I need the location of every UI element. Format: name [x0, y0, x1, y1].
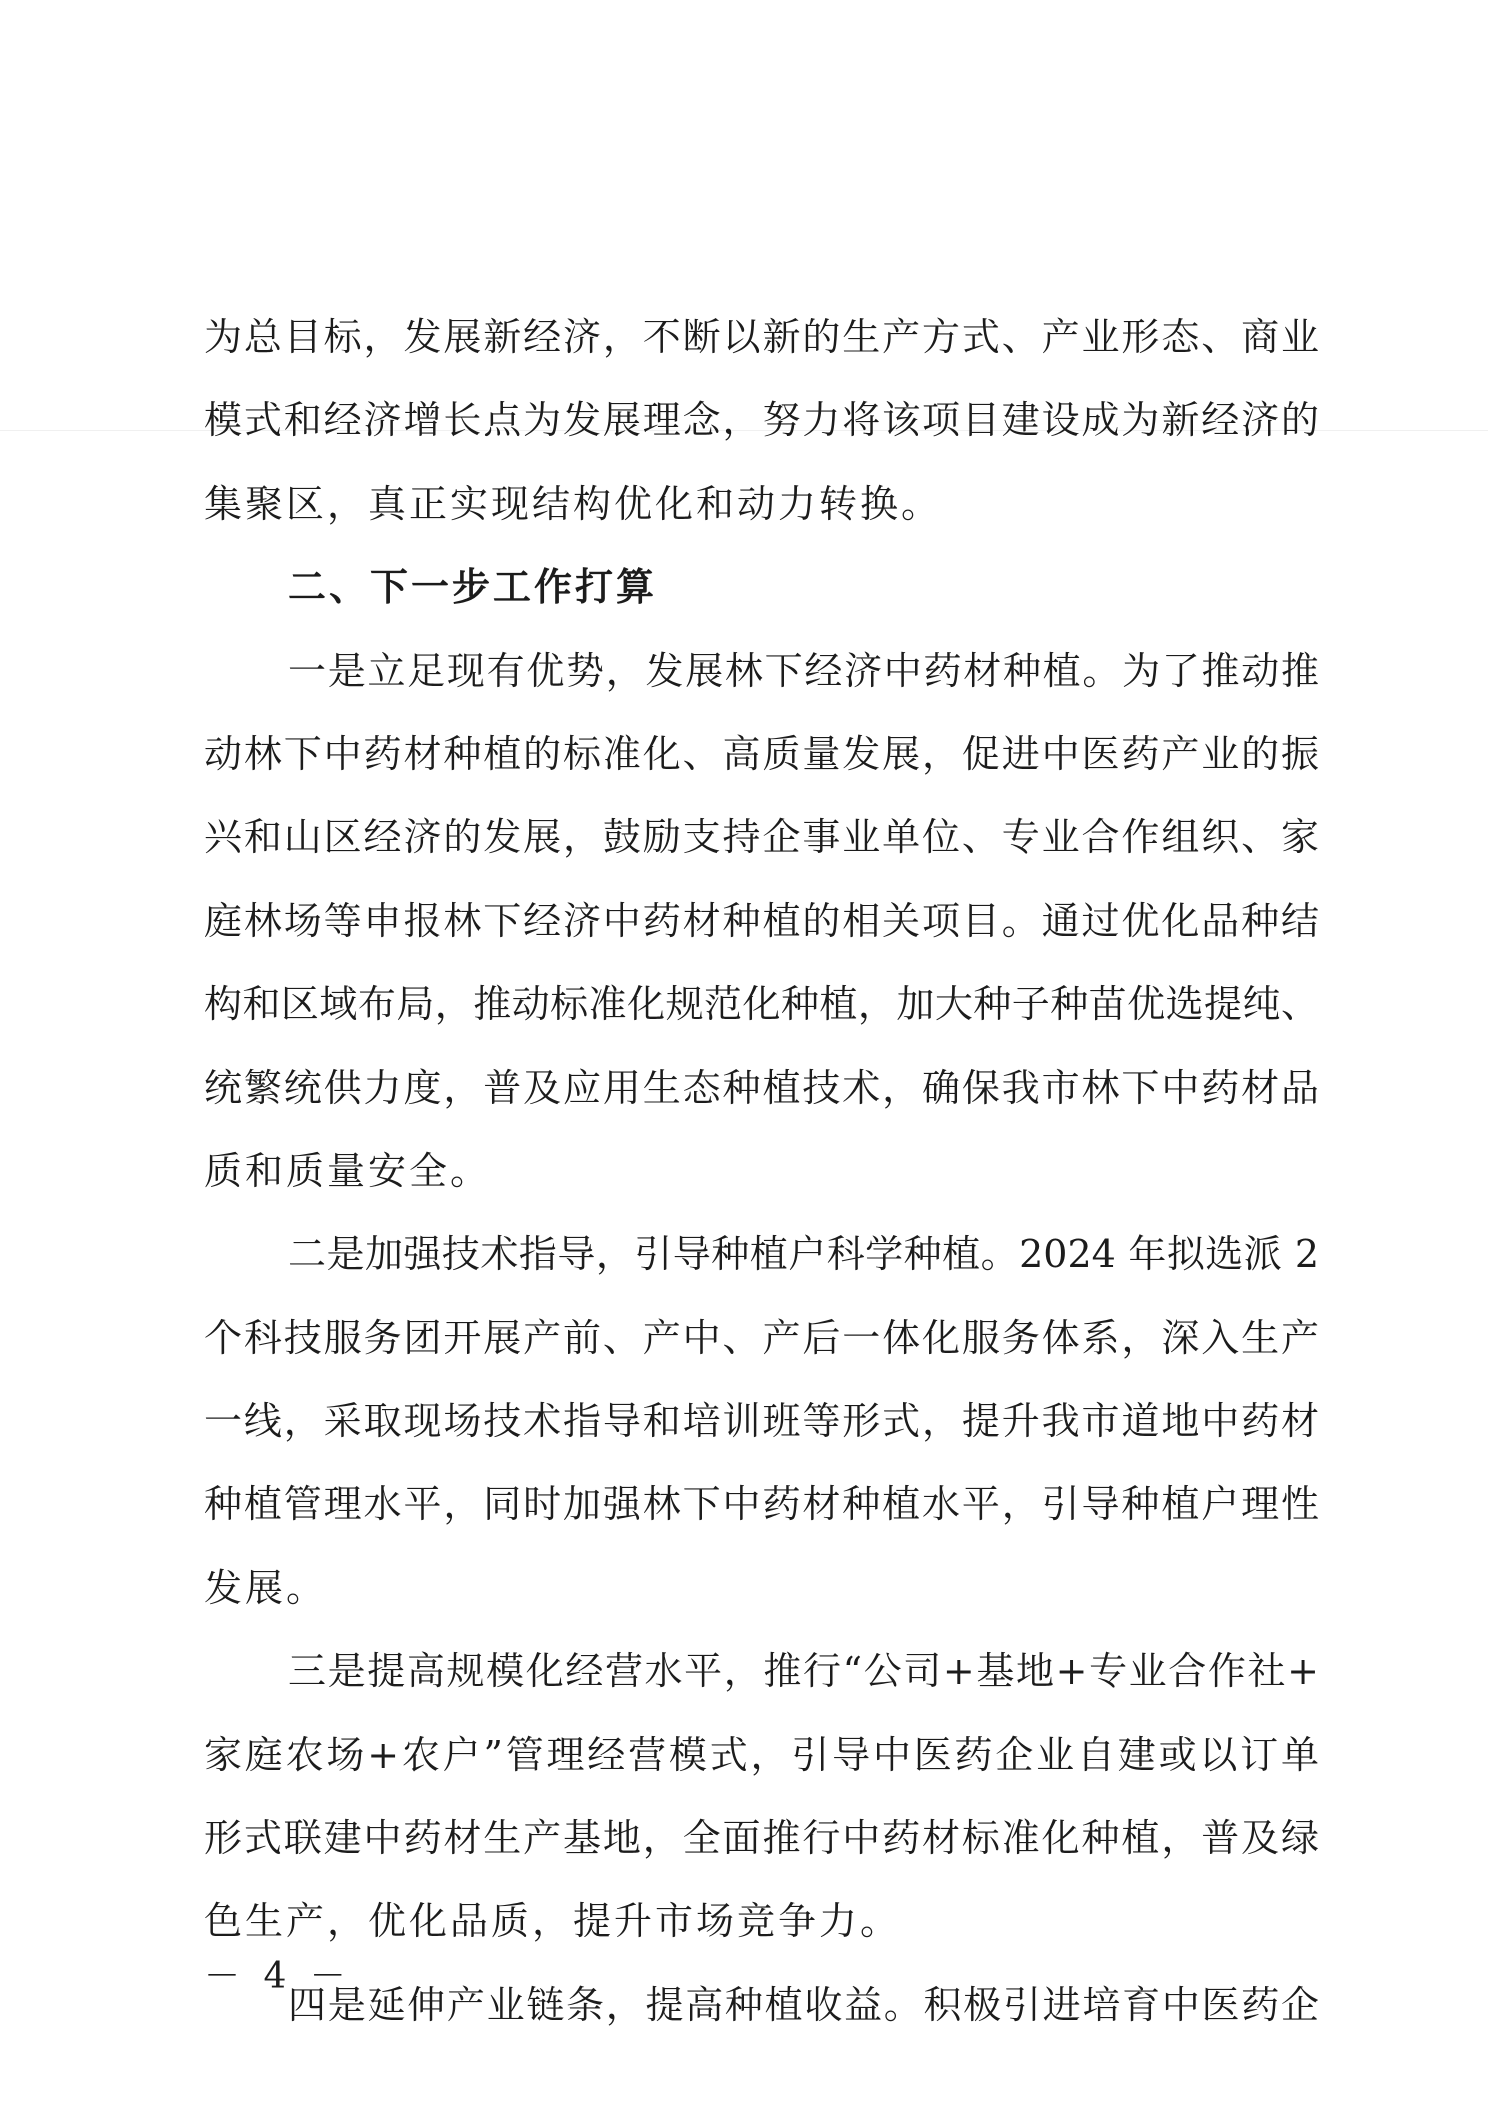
text-line: 形式联建中药材生产基地，全面推行中药材标准化种植，普及绿 — [204, 1816, 1319, 1861]
text-line: 模式和经济增长点为发展理念，努力将该项目建设成为新经济的 — [204, 398, 1319, 443]
section-heading: 二、下一步工作打算 — [288, 565, 658, 610]
text-line: 种植管理水平，同时加强林下中药材种植水平，引导种植户理性 — [204, 1482, 1319, 1527]
page-number: － 4 － — [204, 1956, 352, 1997]
document-body — [204, 296, 1319, 2047]
text-line: 个科技服务团开展产前、产中、产后一体化服务体系，深入生产 — [204, 1315, 1319, 1360]
text-line: 一线，采取现场技术指导和培训班等形式，提升我市道地中药材 — [204, 1399, 1319, 1444]
text-line: 二是加强技术指导，引导种植户科学种植。2024 年拟选派 2 — [288, 1232, 1319, 1277]
text-line: 质和质量安全。 — [204, 1148, 492, 1193]
text-line: 庭林场等申报林下经济中药材种植的相关项目。通过优化品种结 — [204, 898, 1319, 943]
text-line: 为总目标，发展新经济，不断以新的生产方式、产业形态、商业 — [204, 315, 1319, 359]
text-line: 统繁统供力度，普及应用生态种植技术，确保我市林下中药材品 — [204, 1065, 1319, 1110]
text-line: 三是提高规模化经营水平，推行“公司+基地+专业合作社+ — [288, 1649, 1319, 1694]
text-line: 家庭农场+农户”管理经营模式，引导中医药企业自建或以订单 — [204, 1732, 1319, 1777]
text-line: 构和区域布局，推动标准化规范化种植，加大种子种苗优选提纯、 — [204, 982, 1319, 1027]
text-line: 一是立足现有优势，发展林下经济中药材种植。为了推动推 — [288, 648, 1319, 693]
text-line: 发展。 — [204, 1565, 328, 1610]
text-line: 动林下中药材种植的标准化、高质量发展，促进中医药产业的振 — [204, 731, 1319, 776]
text-line: 色生产，优化品质，提升市场竞争力。 — [204, 1899, 902, 1944]
text-line: 兴和山区经济的发展，鼓励支持企事业单位、专业合作组织、家 — [204, 815, 1319, 860]
text-line: 四是延伸产业链条，提高种植收益。积极引进培育中医药企 — [288, 1982, 1319, 2027]
text-line: 集聚区，真正实现结构优化和动力转换。 — [204, 481, 943, 526]
